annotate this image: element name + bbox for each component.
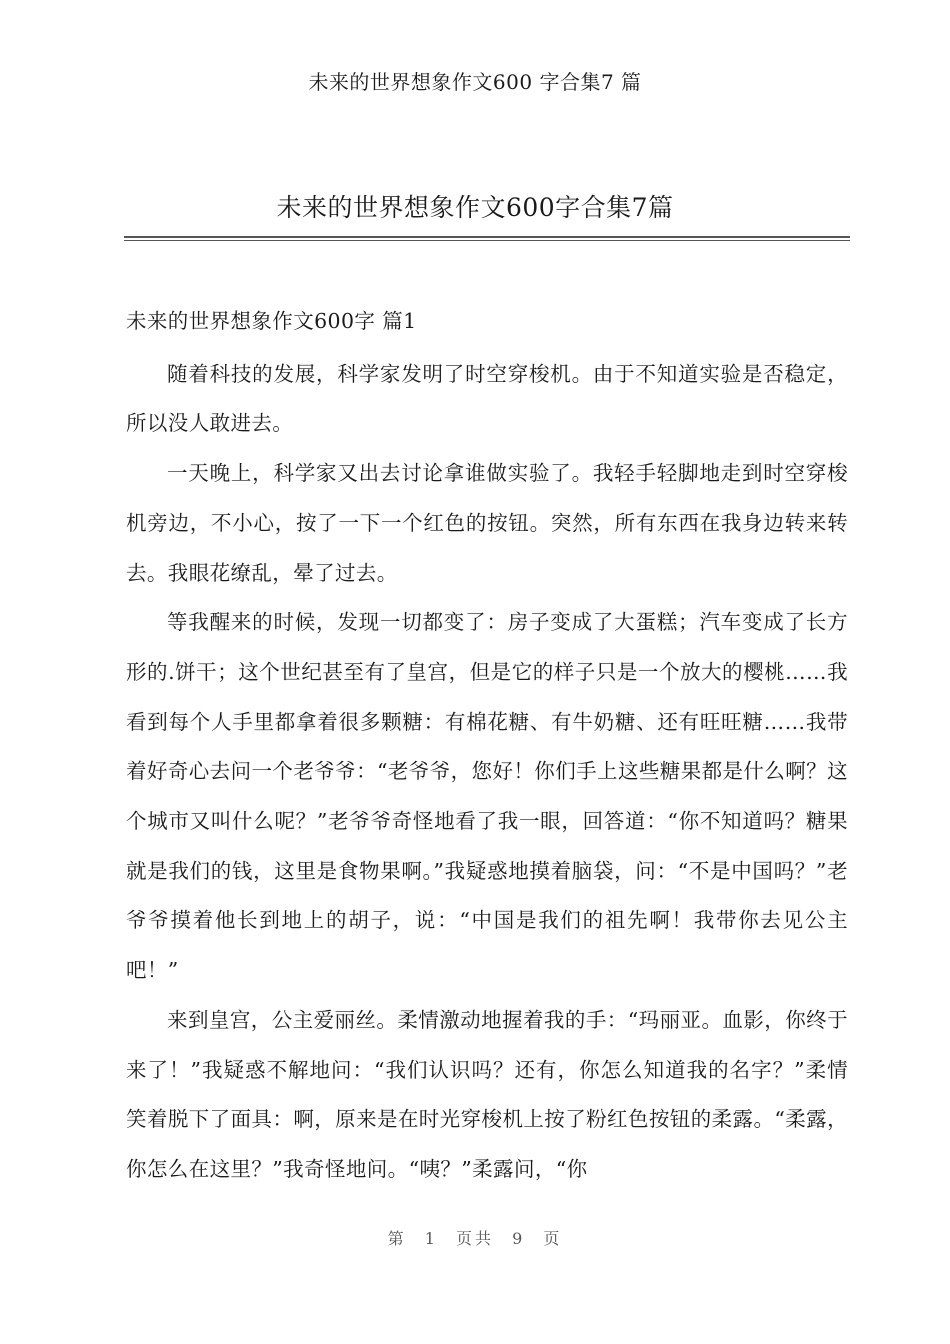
document-title: 未来的世界想象作文600字合集7篇: [276, 193, 674, 222]
paragraph-3: 等我醒来的时候，发现一切都变了：房子变成了大蛋糕；汽车变成了长方形的.饼干；这个世纪甚至有了皇宫，但是它的样子只是一个放大的樱桃……我看到每个人手里都拿着很多颗糖：有棉花糖、有牛奶糖、还有旺旺糖……我带着好奇心去问一个老爷爷：“老爷爷，您好！你们手上这些糖果都是什么啊？这个城市又叫什么呢？”老爷爷奇怪地看了我一眼，回答道：“你不知道吗？糖果就是我们的钱，这里是食物果啊。”我疑惑地摸着脑袋，问：“不是中国吗？”老爷爷摸着他长到地上的胡子，说：“中国是我们的祖先啊！我带你去见公主吧！”: [126, 610, 848, 983]
running-header: 未来的世界想象作文600 字合集7 篇: [308, 70, 642, 94]
page-number-footer: 第 1 页共 9 页: [387, 1229, 563, 1248]
section-heading: 未来的世界想象作文600字 篇1: [126, 309, 417, 333]
title-divider: [124, 236, 850, 241]
paragraph-2: 一天晚上，科学家又出去讨论拿谁做实验了。我轻手轻脚地走到时空穿梭机旁边，不小心，按了一下一个红色的按钮。突然，所有东西在我身边转来转去。我眼花缭乱，晕了过去。: [126, 461, 848, 585]
document-body: [126, 297, 848, 1195]
paragraph-4: 来到皇宫，公主爱丽丝。柔情激动地握着我的手：“玛丽亚。血影，你终于来了！”我疑惑不解地问：“我们认识吗？还有，你怎么知道我的名字？”柔情笑着脱下了面具：啊，原来是在时光穿梭机上按了粉红色按钮的柔露。“柔露，你怎么在这里？”我奇怪地问。“咦？”柔露问，“你: [126, 1007, 848, 1181]
paragraph-1: 随着科技的发展，科学家发明了时空穿梭机。由于不知道实验是否稳定，所以没人敢进去。: [126, 361, 848, 436]
